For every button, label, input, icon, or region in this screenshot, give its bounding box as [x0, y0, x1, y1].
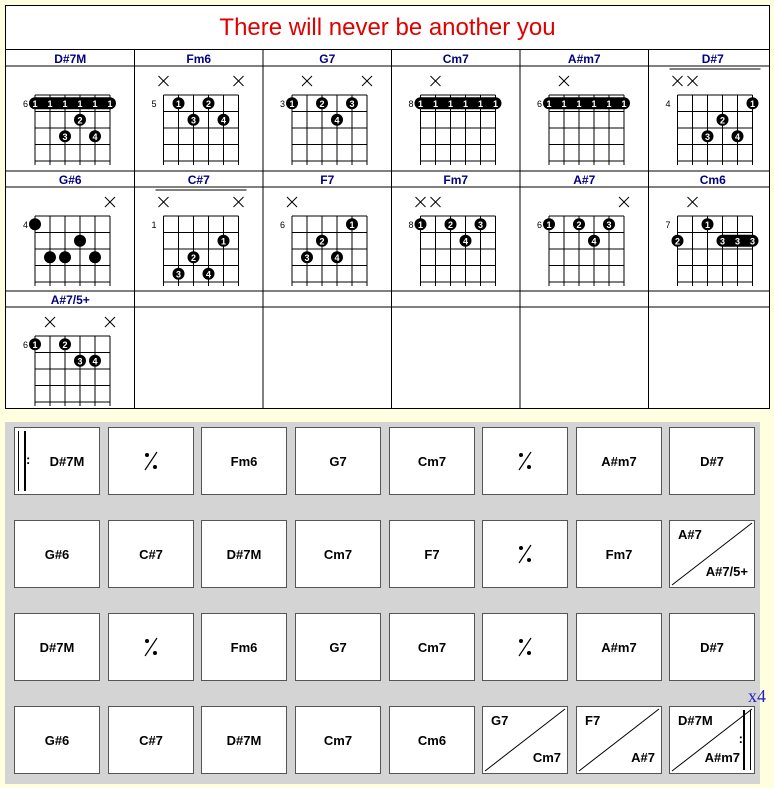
finger-number: 3: [349, 98, 355, 109]
progression-row: [5, 613, 760, 683]
measure-chord: G#6: [44, 732, 70, 748]
finger-number: 1: [77, 98, 83, 109]
finger-number: 1: [417, 219, 424, 230]
measure-chord-first: D#7M: [678, 713, 713, 728]
chord-diagram: [666, 52, 761, 165]
chord-name: F7: [320, 173, 335, 187]
fret-number: 5: [151, 99, 157, 109]
finger-number: 4: [734, 131, 741, 142]
measure-chord: Cm7: [417, 453, 447, 469]
progression-row: [5, 706, 760, 776]
measure-chord: G7: [329, 639, 347, 655]
chord-name: C#7: [187, 173, 210, 187]
finger-number: 3: [77, 356, 83, 367]
finger-number: 1: [47, 98, 53, 109]
finger-dot: [44, 251, 56, 263]
chord-name: Cm7: [442, 52, 469, 66]
measure-chord-second: A#7/5+: [705, 564, 748, 579]
measure-box[interactable]: [201, 613, 287, 681]
measure-box[interactable]: [669, 427, 755, 495]
finger-dot: [74, 235, 86, 247]
measure-box[interactable]: [295, 613, 381, 681]
finger-number: 1: [492, 98, 499, 109]
measure-box[interactable]: [669, 520, 755, 588]
measure-box[interactable]: [108, 613, 194, 681]
fret-number: 6: [280, 220, 286, 230]
measure-box[interactable]: [669, 613, 755, 681]
finger-number: 1: [561, 98, 567, 109]
finger-number: 1: [432, 98, 439, 109]
measure-chord: Fm6: [230, 639, 258, 655]
measure-chord: Cm7: [417, 639, 447, 655]
repeat-end-dots: :: [738, 731, 743, 746]
finger-number: 1: [32, 339, 38, 350]
finger-number: 4: [92, 131, 98, 142]
finger-number: 1: [576, 98, 582, 109]
repeat-count: x4: [748, 686, 766, 706]
measure-box[interactable]: [669, 706, 755, 774]
chord-diagram: [666, 173, 759, 286]
chord-diagram: [23, 293, 115, 406]
finger-number: 1: [447, 98, 454, 109]
measure-chord: C#7: [139, 732, 163, 748]
chord-name: Fm7: [443, 173, 469, 187]
finger-number: 3: [304, 252, 310, 263]
measure-box[interactable]: [295, 706, 381, 774]
measure-box[interactable]: [295, 520, 381, 588]
chord-sheet: [5, 5, 770, 409]
finger-number: 3: [190, 115, 197, 126]
fret-number: 7: [665, 220, 671, 230]
finger-number: 1: [417, 98, 424, 109]
repeat-start-barline: [18, 431, 26, 491]
finger-number: 2: [62, 339, 68, 350]
finger-number: 4: [220, 115, 227, 126]
finger-dot: [89, 251, 101, 263]
barre: [543, 97, 630, 109]
fret-number: 4: [23, 220, 29, 230]
chord-name: G7: [319, 52, 336, 66]
finger-number: 4: [334, 115, 340, 126]
finger-number: 2: [77, 115, 83, 126]
measure-chord: D#7M: [39, 639, 75, 655]
finger-number: 1: [62, 98, 68, 109]
chord-diagram: [537, 52, 630, 165]
finger-number: 1: [749, 98, 756, 109]
measure-chord: G7: [329, 453, 347, 469]
repeat-measure-icon: [109, 614, 193, 680]
measure-chord: G#6: [44, 546, 70, 562]
chord-name: A#m7: [567, 52, 601, 66]
finger-number: 4: [205, 269, 212, 280]
finger-number: 1: [349, 219, 355, 230]
finger-number: 4: [92, 356, 98, 367]
barre: [29, 97, 116, 109]
finger-number: 3: [734, 236, 741, 247]
measure-box[interactable]: [14, 427, 100, 495]
measure-chord-second: A#m7: [704, 750, 740, 765]
fret-number: 6: [537, 99, 543, 109]
measure-chord: Fm6: [230, 453, 258, 469]
measure-box[interactable]: [295, 427, 381, 495]
measure-chord: C#7: [139, 546, 163, 562]
measure-chord-first: A#7: [678, 527, 702, 542]
measure-box[interactable]: [108, 427, 194, 495]
finger-number: 1: [477, 98, 484, 109]
measure-chord: D#7M: [226, 546, 262, 562]
fret-number: 8: [408, 99, 414, 109]
measure-box[interactable]: [482, 520, 568, 588]
measure-box[interactable]: [576, 427, 662, 495]
finger-number: 3: [62, 131, 68, 142]
measure-box[interactable]: [389, 613, 475, 681]
measure-box[interactable]: [201, 706, 287, 774]
chord-diagram-grid: [6, 6, 769, 408]
finger-number: 2: [576, 219, 582, 230]
finger-number: 1: [175, 98, 182, 109]
finger-number: 1: [289, 98, 295, 109]
finger-number: 2: [447, 219, 454, 230]
measure-chord: A#m7: [601, 639, 637, 655]
finger-number: 2: [319, 98, 325, 109]
chord-name: G#6: [58, 173, 82, 187]
fret-number: 1: [151, 220, 157, 230]
finger-number: 1: [704, 219, 711, 230]
chord-diagram: [537, 173, 629, 286]
measure-box[interactable]: [201, 427, 287, 495]
measure-chord: D#7M: [226, 732, 262, 748]
measure-box[interactable]: [108, 520, 194, 588]
chord-name: A#7: [573, 173, 596, 187]
measure-chord: F7: [424, 546, 440, 562]
finger-number: 1: [107, 98, 113, 109]
fret-number: 6: [23, 99, 29, 109]
chord-diagram: [280, 173, 367, 286]
finger-dot: [29, 218, 41, 230]
finger-dot: [59, 251, 71, 263]
finger-number: 2: [319, 236, 325, 247]
finger-number: 4: [591, 236, 597, 247]
finger-number: 1: [462, 98, 469, 109]
measure-box[interactable]: [389, 706, 475, 774]
measure-box[interactable]: [482, 613, 568, 681]
measure-chord-second: A#7: [631, 750, 655, 765]
finger-number: 2: [190, 252, 197, 263]
measure-box[interactable]: [108, 706, 194, 774]
finger-number: 4: [462, 236, 469, 247]
finger-number: 2: [205, 98, 212, 109]
fret-number: 3: [280, 99, 286, 109]
measure-box[interactable]: [482, 706, 568, 774]
measure-chord-second: Cm7: [532, 750, 561, 765]
chord-diagram: [409, 173, 496, 286]
measure-chord: Cm7: [323, 732, 353, 748]
measure-chord: D#7: [700, 453, 724, 469]
measure-box[interactable]: [576, 706, 662, 774]
repeat-end-barline: [743, 710, 751, 770]
chord-name: A#7/5+: [50, 293, 90, 307]
finger-number: 1: [546, 98, 552, 109]
finger-number: 3: [749, 236, 756, 247]
finger-number: 3: [606, 219, 612, 230]
measure-chord: A#m7: [601, 453, 637, 469]
repeat-measure-icon: [483, 614, 567, 680]
fret-number: 6: [537, 220, 543, 230]
chord-name: Cm6: [699, 173, 726, 187]
chord-diagram: [23, 52, 116, 165]
finger-number: 3: [477, 219, 484, 230]
measure-chord: Cm6: [417, 732, 447, 748]
measure-chord: Fm7: [605, 546, 633, 562]
measure-chord-first: G7: [491, 713, 509, 728]
finger-number: 1: [220, 236, 227, 247]
finger-number: 2: [719, 115, 726, 126]
chord-progression: [5, 422, 760, 784]
fret-number: 8: [408, 220, 414, 230]
chord-diagram: [152, 52, 244, 165]
measure-chord: Cm7: [323, 546, 353, 562]
measure-box[interactable]: [14, 613, 100, 681]
finger-number: 1: [591, 98, 597, 109]
measure-box[interactable]: [14, 706, 100, 774]
measure-box[interactable]: [14, 520, 100, 588]
chord-diagram: [152, 173, 247, 286]
measure-chord-first: F7: [585, 713, 601, 728]
finger-number: 1: [32, 98, 38, 109]
repeat-start-dots: :: [26, 452, 31, 467]
measure-box[interactable]: [482, 427, 568, 495]
finger-number: 1: [92, 98, 98, 109]
finger-number: 4: [334, 252, 340, 263]
chord-diagram: [23, 173, 115, 286]
measure-box[interactable]: [389, 520, 475, 588]
chord-diagram: [409, 52, 502, 165]
finger-number: 1: [606, 98, 612, 109]
finger-number: 1: [546, 219, 552, 230]
measure-box[interactable]: [389, 427, 475, 495]
song-title: There will never be another you: [6, 6, 769, 50]
chord-name: D#7: [701, 52, 724, 66]
barre: [415, 97, 502, 109]
repeat-measure-icon: [483, 428, 567, 494]
fret-number: 4: [665, 99, 671, 109]
chord-name: Fm6: [186, 52, 212, 66]
measure-box[interactable]: [576, 520, 662, 588]
repeat-measure-icon: [109, 428, 193, 494]
finger-number: 3: [175, 269, 182, 280]
measure-box[interactable]: [201, 520, 287, 588]
measure-chord: D#7M: [49, 453, 85, 469]
repeat-measure-icon: [483, 521, 567, 587]
progression-row: [5, 427, 760, 497]
measure-box[interactable]: [576, 613, 662, 681]
chord-name: D#7M: [54, 52, 87, 66]
finger-number: 1: [621, 98, 627, 109]
progression-row: [5, 520, 760, 590]
finger-number: 3: [704, 131, 711, 142]
finger-number: 3: [719, 236, 726, 247]
chord-diagram: [280, 52, 372, 165]
measure-chord: D#7: [700, 639, 724, 655]
finger-number: 2: [674, 236, 681, 247]
fret-number: 6: [23, 340, 29, 350]
